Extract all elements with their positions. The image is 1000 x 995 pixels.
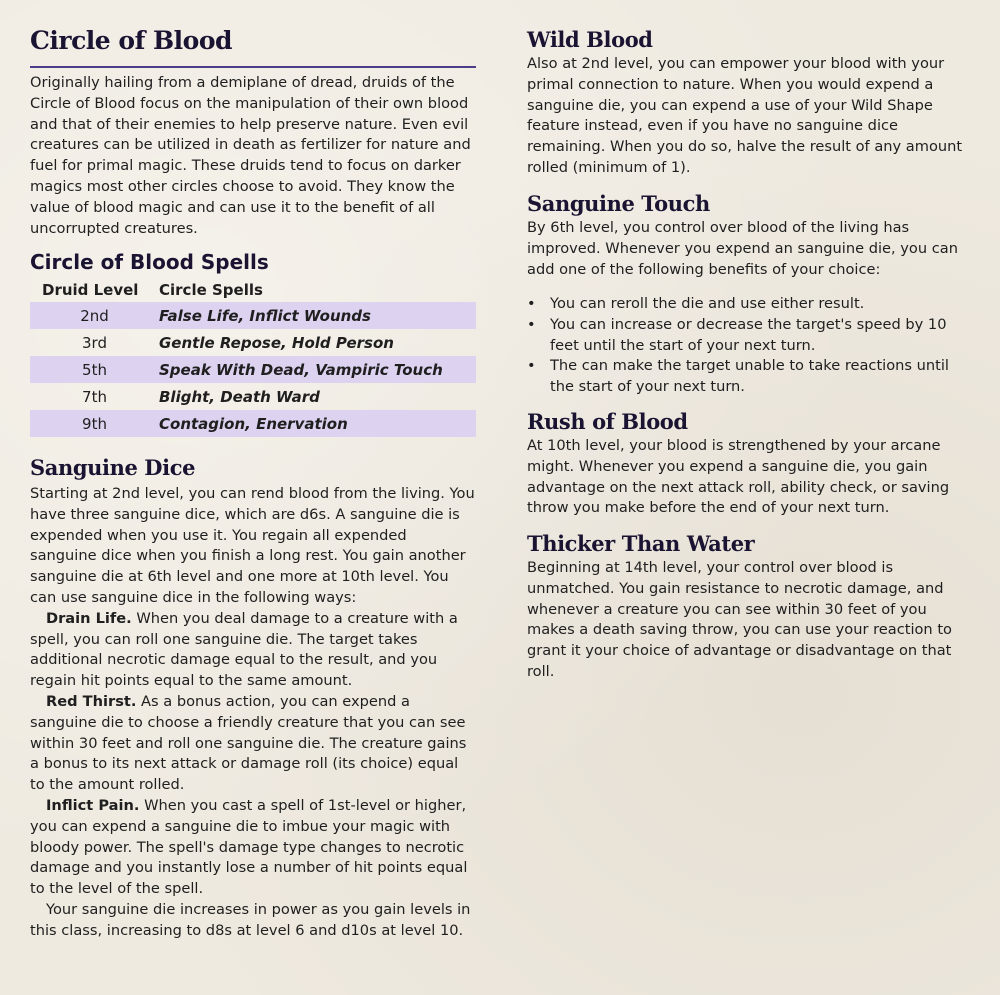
sanguine-dice-closing: Your sanguine die increases in power as you gain levels in this class, increasing to d8s at level 6 and d10s at level 10. xyxy=(30,900,471,939)
list-item-text: The can make the target unable to take reactions until the start of your next turn. xyxy=(550,357,949,396)
sanguine-touch-body: By 6th level, you control over blood of the living has improved. Whenever you expend an sanguine die, you can add one of the following benefits of your choice: xyxy=(527,219,958,278)
spells-cell: Blight, Death Ward xyxy=(159,387,320,406)
level-cell: 9th xyxy=(30,410,159,437)
table-row xyxy=(30,329,476,356)
list-item xyxy=(527,294,977,315)
sanguine-touch-benefits-list xyxy=(527,294,977,398)
circle-spells-table xyxy=(30,278,476,437)
sanguine-dice-section xyxy=(30,484,476,942)
spells-heading: Circle of Blood Spells xyxy=(30,250,269,274)
inflict-pain-paragraph xyxy=(30,796,476,900)
list-item-text: You can reroll the die and use either result. xyxy=(550,295,865,312)
table-row xyxy=(30,302,476,329)
sanguine-dice-heading: Sanguine Dice xyxy=(30,455,196,480)
level-cell: 5th xyxy=(30,356,159,383)
inflict-pain-label: Inflict Pain. xyxy=(46,796,140,814)
wild-blood-heading: Wild Blood xyxy=(527,27,653,52)
intro-paragraph: Originally hailing from a demiplane of dread, druids of the Circle of Blood focus on the manipulation of their own blood and that of their enemies to help preserve nature. Even evil creatures can be utilized in death as fertilizer for nature and fuel for primal magic. These druids tend to focus on darker magics most other circles choose to avoid. They know the value of blood magic and can use it to the benefit of all uncorrupted creatures. xyxy=(30,74,471,237)
list-item xyxy=(527,315,977,357)
drain-life-paragraph xyxy=(30,609,476,692)
level-cell: 2nd xyxy=(30,302,159,329)
inflict-pain-text: When you cast a spell of 1st-level or higher, you can expend a sanguine die to imbue your magic with bloody power. The spell's damage type changes to necrotic damage and you instantly lose a number of hit points equal to the level of the spell. xyxy=(30,796,468,898)
level-cell: 7th xyxy=(82,387,107,406)
table-row xyxy=(30,410,476,437)
red-thirst-text: As a bonus action, you can expend a sanguine die to choose a friendly creature that you can see within 30 feet and roll one sanguine die. The creature gains a bonus to its next attack or damage roll (its choice) equal to the amount rolled. xyxy=(30,692,467,794)
list-item xyxy=(527,356,977,398)
title-divider xyxy=(30,66,476,68)
thicker-than-water-body: Beginning at 14th level, your control over blood is unmatched. You gain resistance to necrotic damage, and whenever a creature you can see within 30 feet of you makes a death saving throw, you can use your reaction to grant it your choice of advantage or disadvantage on that roll. xyxy=(527,559,952,680)
spells-cell: Contagion, Enervation xyxy=(159,410,476,437)
bullet-icon: • xyxy=(527,315,536,333)
level-cell: 3rd xyxy=(82,333,107,352)
spells-cell: Speak With Dead, Vampiric Touch xyxy=(159,356,476,383)
table-row xyxy=(30,356,476,383)
spells-cell: False Life, Inflict Wounds xyxy=(159,302,476,329)
page-title: Circle of Blood xyxy=(30,26,232,55)
rush-of-blood-body: At 10th level, your blood is strengthened by your arcane might. Whenever you expend a sanguine die, you gain advantage on the next attack roll, ability check, or saving throw you make before the end of your next turn. xyxy=(527,437,950,517)
col-header-level: Druid Level xyxy=(42,281,139,299)
list-item-text: You can increase or decrease the target's speed by 10 feet until the start of your next turn. xyxy=(550,315,947,354)
wild-blood-body: Also at 2nd level, you can empower your blood with your primal connection to nature. When you would expend a sanguine die, you can expend a use of your Wild Shape feature instead, even if you have no sanguine dice remaining. When you do so, halve the result of any amount rolled (minimum of 1). xyxy=(527,55,963,176)
drain-life-label: Drain Life. xyxy=(46,609,132,627)
sanguine-dice-body: Starting at 2nd level, you can rend blood from the living. You have three sanguine dice, which are d6s. A sanguine die is expended when you use it. You regain all expended sanguine dice when you finish a long rest. You gain another sanguine die at 6th level and one more at 10th level. You can use sanguine dice in the following ways: xyxy=(30,485,475,606)
rush-of-blood-heading: Rush of Blood xyxy=(527,409,688,434)
bullet-icon: • xyxy=(527,357,536,375)
table-row xyxy=(30,383,476,410)
red-thirst-paragraph xyxy=(30,692,476,796)
col-header-spells: Circle Spells xyxy=(159,281,263,299)
red-thirst-label: Red Thirst. xyxy=(46,692,137,710)
thicker-than-water-heading: Thicker Than Water xyxy=(527,531,755,556)
bullet-icon: • xyxy=(527,295,536,312)
spells-cell: Gentle Repose, Hold Person xyxy=(159,333,394,352)
drain-life-text: When you deal damage to a creature with a spell, you can roll one sanguine die. The target takes additional necrotic damage equal to the result, and you regain hit points equal to the same amount. xyxy=(30,609,458,690)
sanguine-touch-heading: Sanguine Touch xyxy=(527,191,710,216)
